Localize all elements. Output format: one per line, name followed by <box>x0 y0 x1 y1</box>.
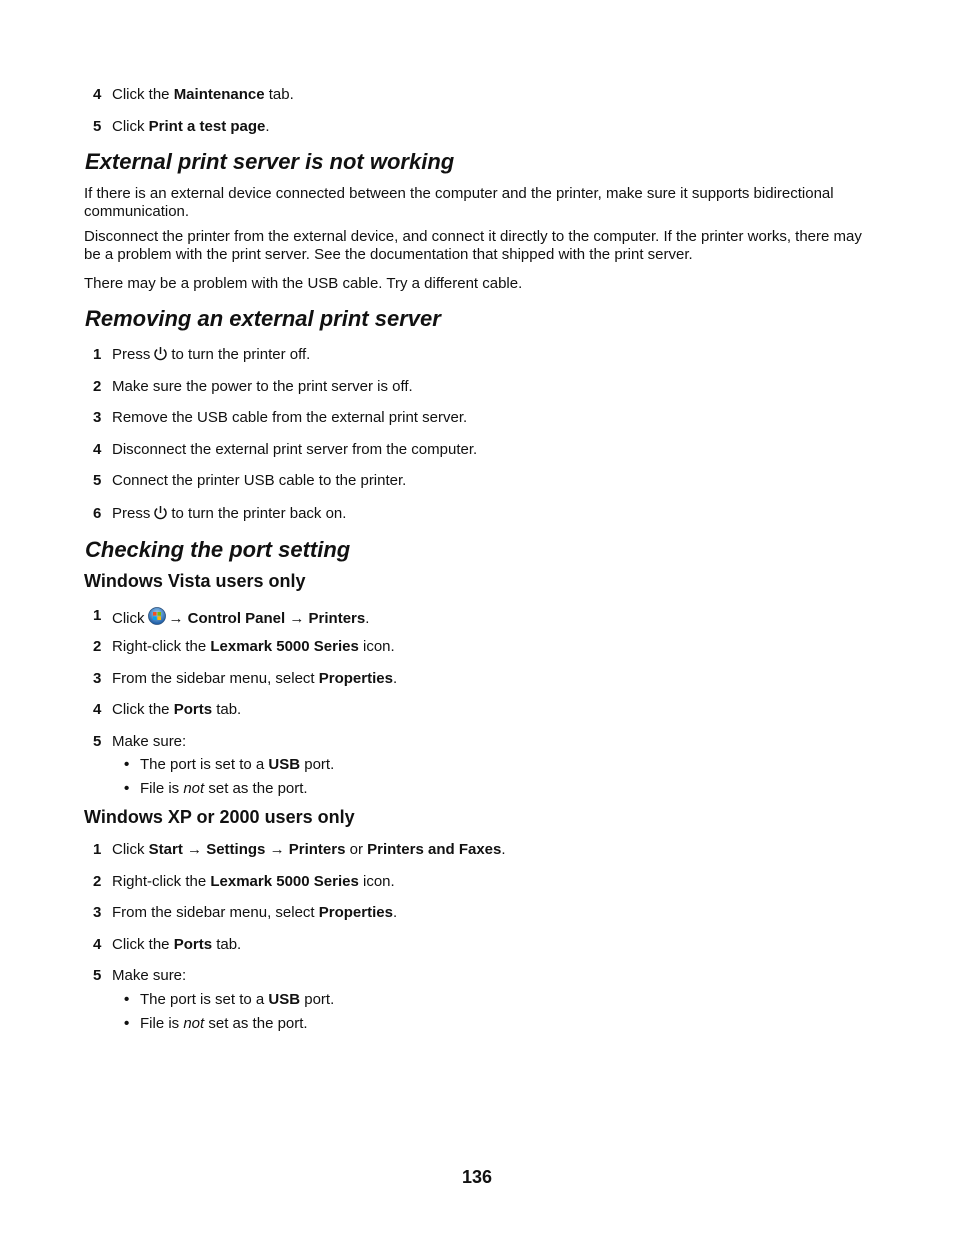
step-number: 2 <box>93 873 102 890</box>
step-number: 3 <box>93 670 102 687</box>
step-text-post: . <box>365 610 370 627</box>
step-text <box>112 670 397 688</box>
step-text-pre: Click <box>112 841 149 858</box>
section-heading-external-print-server: External print server is not working <box>85 149 455 174</box>
step-text-pre: From the sidebar menu, select <box>112 670 319 687</box>
step-text-post: icon. <box>358 638 395 655</box>
step-text-bold: Printers and Faxes <box>367 841 502 858</box>
step-text-mid: or <box>345 841 368 858</box>
step-number: 5 <box>93 472 102 489</box>
bullet-dot: • <box>124 756 130 773</box>
step-text-bold: Ports <box>173 701 213 718</box>
subheading-windows-xp: Windows XP or 2000 users only <box>84 807 355 827</box>
bullet-text-post: set as the port. <box>204 780 308 797</box>
paragraph-bidirectional: If there is an external device connected between the computer and the printer, make sure it supports bidirectional communication. <box>84 185 834 220</box>
power-icon <box>153 346 168 367</box>
bullet-text-bold: USB <box>268 991 301 1008</box>
bullet-text-pre: The port is set to a <box>140 756 269 773</box>
step-text <box>112 936 241 954</box>
step-text-pre: Click the <box>112 86 174 103</box>
step-text: Make sure: <box>112 967 187 984</box>
bullet-text-post: port. <box>300 756 335 773</box>
bullet-text-pre: The port is set to a <box>140 991 269 1008</box>
step-number: 2 <box>93 638 102 655</box>
step-text <box>112 701 241 719</box>
step-text-post: to turn the printer back on. <box>171 505 347 522</box>
step-text-post: . <box>265 118 270 135</box>
step-text-bold: Properties <box>318 904 393 921</box>
bullet-text <box>140 1015 308 1033</box>
paragraph-usb-cable: There may be a problem with the USB cable. Try a different cable. <box>84 275 523 292</box>
step-text-bold: Printers <box>288 841 346 858</box>
bullet-dot: • <box>124 991 130 1008</box>
step-text: Remove the USB cable from the external print server. <box>112 409 468 426</box>
step-text-pre: Click <box>112 118 149 135</box>
step-text-post: tab. <box>212 701 242 718</box>
step-text-pre: Click the <box>112 936 174 953</box>
subheading-windows-vista: Windows Vista users only <box>84 571 306 591</box>
step-text-post: to turn the printer off. <box>171 346 311 363</box>
step-number: 3 <box>93 409 102 426</box>
bullet-text-pre: File is <box>140 780 184 797</box>
step-text <box>112 638 395 656</box>
step-text-pre: Press <box>112 346 151 363</box>
bullet-dot: • <box>124 1015 130 1032</box>
step-text <box>112 118 270 136</box>
step-text-bold: Ports <box>173 936 213 953</box>
windows-start-icon <box>148 607 166 630</box>
step-text-bold: Lexmark 5000 Series <box>210 873 359 890</box>
step-text-pre: Click the <box>112 701 174 718</box>
bullet-text-post: set as the port. <box>204 1015 308 1032</box>
step-text-pre: Right-click the <box>112 638 211 655</box>
bullet-text-italic: not <box>183 1015 205 1032</box>
step-text <box>112 346 310 367</box>
step-text-post: icon. <box>358 873 395 890</box>
step-text: Disconnect the external print server from the computer. <box>112 441 478 458</box>
step-text-bold: Control Panel <box>187 610 286 627</box>
step-text-bold: Properties <box>318 670 393 687</box>
step-text-bold: Printers <box>308 610 366 627</box>
bullet-text-bold: USB <box>268 756 301 773</box>
bullet-text <box>140 756 334 774</box>
step-text-post: . <box>392 670 398 687</box>
step-text-pre: Click <box>112 610 145 627</box>
step-text <box>112 904 397 922</box>
step-number: 5 <box>93 967 102 984</box>
menu-path-arrow: → <box>168 610 184 627</box>
step-number: 4 <box>93 701 102 718</box>
step-number: 5 <box>93 733 102 750</box>
page-number: 136 <box>461 1167 493 1187</box>
step-number: 2 <box>93 378 102 395</box>
bullet-text <box>140 780 308 798</box>
step-number: 1 <box>93 841 102 858</box>
menu-path-arrow: → <box>269 841 285 858</box>
step-text <box>112 841 506 859</box>
step-number: 3 <box>93 904 102 921</box>
section-heading-port-setting: Checking the port setting <box>85 537 351 562</box>
step-text-post: tab. <box>264 86 294 103</box>
step-number: 4 <box>93 936 102 953</box>
bullet-dot: • <box>124 780 130 797</box>
bullet-text-italic: not <box>183 780 205 797</box>
step-number: 4 <box>93 86 102 103</box>
step-text-bold: Settings <box>206 841 266 858</box>
step-number: 4 <box>93 441 102 458</box>
step-text: Make sure the power to the print server is off. <box>112 378 413 395</box>
step-text-pre: From the sidebar menu, select <box>112 904 319 921</box>
bullet-text-post: port. <box>300 991 335 1008</box>
step-text-bold: Lexmark 5000 Series <box>210 638 359 655</box>
step-text-post: . <box>392 904 398 921</box>
step-text-bold: Print a test page <box>148 118 266 135</box>
step-number: 6 <box>93 505 102 522</box>
section-heading-removing-print-server: Removing an external print server <box>85 306 441 331</box>
step-text <box>112 607 369 630</box>
menu-path-arrow: → <box>289 610 305 627</box>
step-text <box>112 86 294 104</box>
step-text-bold: Start <box>148 841 183 858</box>
step-text-post: . <box>501 841 506 858</box>
step-text-post: tab. <box>212 936 242 953</box>
power-icon <box>153 505 168 526</box>
step-text: Make sure: <box>112 733 187 750</box>
step-text-pre: Right-click the <box>112 873 211 890</box>
step-text: Connect the printer USB cable to the printer. <box>112 472 407 489</box>
step-number: 1 <box>93 346 102 363</box>
bullet-text <box>140 991 334 1009</box>
paragraph-disconnect: Disconnect the printer from the external device, and connect it directly to the computer. If the printer works, there may be a problem with the print server. See the documentation that shipped with the print server. <box>84 228 862 263</box>
bullet-text-pre: File is <box>140 1015 184 1032</box>
step-text-bold: Maintenance <box>173 86 265 103</box>
step-number: 1 <box>93 607 102 624</box>
menu-path-arrow: → <box>187 841 203 858</box>
step-text-pre: Press <box>112 505 151 522</box>
step-text <box>112 873 395 891</box>
step-text <box>112 505 346 526</box>
step-number: 5 <box>93 118 102 135</box>
